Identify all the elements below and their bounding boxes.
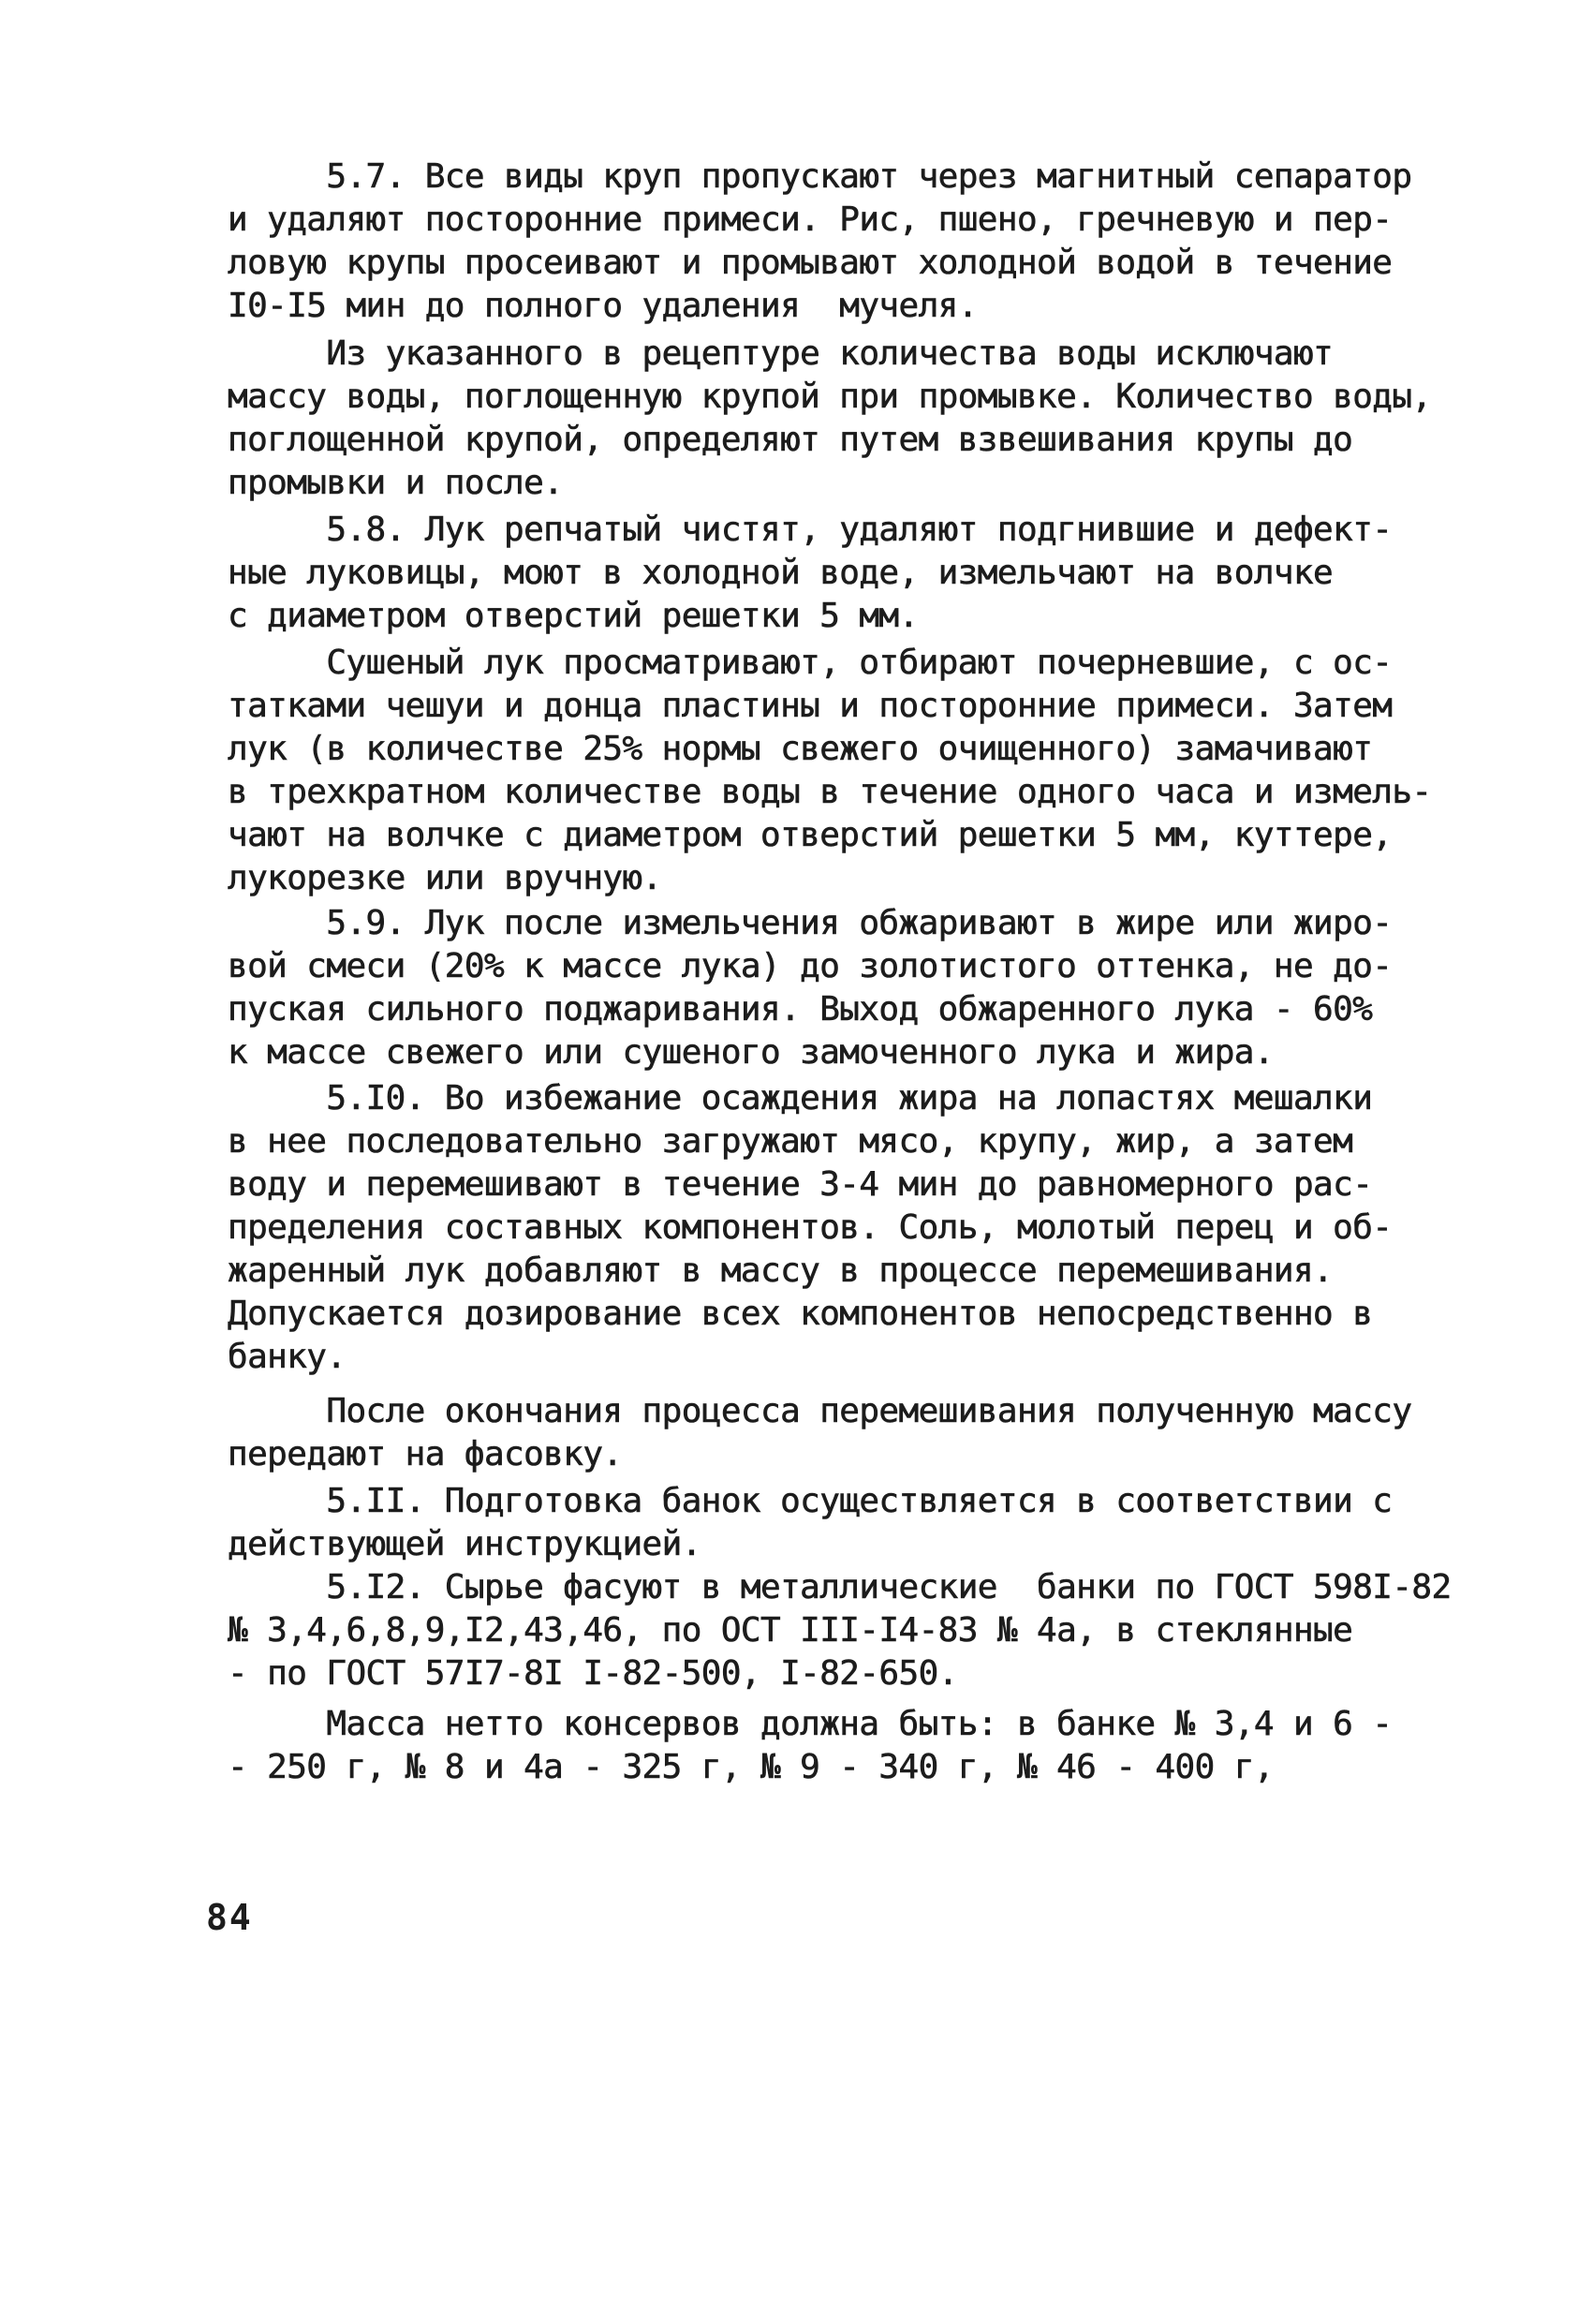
text-line: 5.9. Лук после измельчения обжаривают в жире или жиро-: [228, 904, 1393, 942]
text-line: массу воды, поглощенную крупой при промывке. Количество воды,: [228, 377, 1432, 416]
text-line: - 250 г, № 8 и 4а - 325 г, № 9 - 340 г, № 46 - 400 г,: [228, 1748, 1274, 1786]
text-line: лук (в количестве 25% нормы свежего очищенного) замачивают: [228, 730, 1373, 768]
text-line: ловую крупы просеивают и промывают холодной водой в течение: [228, 244, 1393, 282]
text-line: 5.I0. Во избежание осаждения жира на лопастях мешалки: [228, 1079, 1373, 1118]
text-line: Сушеный лук просматривают, отбирают почерневшие, с ос-: [228, 644, 1393, 682]
text-line: ные луковицы, моют в холодной воде, измельчают на волчке: [228, 554, 1334, 592]
text-line: банку.: [228, 1338, 347, 1376]
text-line: воду и перемешивают в течение 3-4 мин до равномерного рас-: [228, 1165, 1373, 1204]
text-line: лукорезке или вручную.: [228, 859, 662, 897]
text-line: в нее последовательно загружают мясо, крупу, жир, а затем: [228, 1122, 1353, 1161]
text-line: Масса нетто консервов должна быть: в банке № 3,4 и 6 -: [228, 1705, 1393, 1743]
text-line: татками чешуи и донца пластины и посторонние примеси. Затем: [228, 687, 1393, 725]
text-line: 5.II. Подготовка банок осуществляется в соответствии с: [228, 1482, 1393, 1520]
text-line: в трехкратном количестве воды в течение одного часа и измель-: [228, 773, 1432, 811]
text-line: действующей инструкцией.: [228, 1525, 701, 1563]
text-line: передают на фасовку.: [228, 1435, 623, 1473]
text-line: После окончания процесса перемешивания полученную массу: [228, 1392, 1412, 1430]
text-line: жаренный лук добавляют в массу в процессе перемешивания.: [228, 1251, 1334, 1290]
text-line: Допускается дозирование всех компонентов непосредственно в: [228, 1295, 1373, 1333]
text-line: 5.8. Лук репчатый чистят, удаляют подгнившие и дефект-: [228, 511, 1393, 549]
text-line: к массе свежего или сушеного замоченного лука и жира.: [228, 1033, 1274, 1072]
text-line: - по ГОСТ 57I7-8I I-82-500, I-82-650.: [228, 1654, 958, 1693]
text-line: 5.I2. Сырье фасуют в металлические банки по ГОСТ 598I-82: [228, 1568, 1452, 1606]
text-line: промывки и после.: [228, 464, 564, 502]
text-line: вой смеси (20% к массе лука) до золотистого оттенка, не до-: [228, 947, 1393, 985]
text-line: и удаляют посторонние примеси. Рис, пшено, гречневую и пер-: [228, 200, 1393, 239]
text-line: пуская сильного поджаривания. Выход обжаренного лука - 60%: [228, 990, 1373, 1029]
page-number: 84: [206, 1897, 253, 1938]
text-line: чают на волчке с диаметром отверстий решетки 5 мм, куттере,: [228, 816, 1393, 854]
text-line: Из указанного в рецептуре количества воды исключают: [228, 334, 1334, 373]
text-line: пределения составных компонентов. Соль, молотый перец и об-: [228, 1208, 1393, 1247]
text-line: I0-I5 мин до полного удаления мучеля.: [228, 287, 978, 325]
text-line: поглощенной крупой, определяют путем взвешивания крупы до: [228, 421, 1353, 459]
text-line: 5.7. Все виды круп пропускают через магнитный сепаратор: [228, 157, 1412, 196]
text-line: № 3,4,6,8,9,I2,43,46, по ОСТ III-I4-83 № 4а, в стеклянные: [228, 1611, 1353, 1650]
text-line: с диаметром отверстий решетки 5 мм.: [228, 597, 919, 635]
